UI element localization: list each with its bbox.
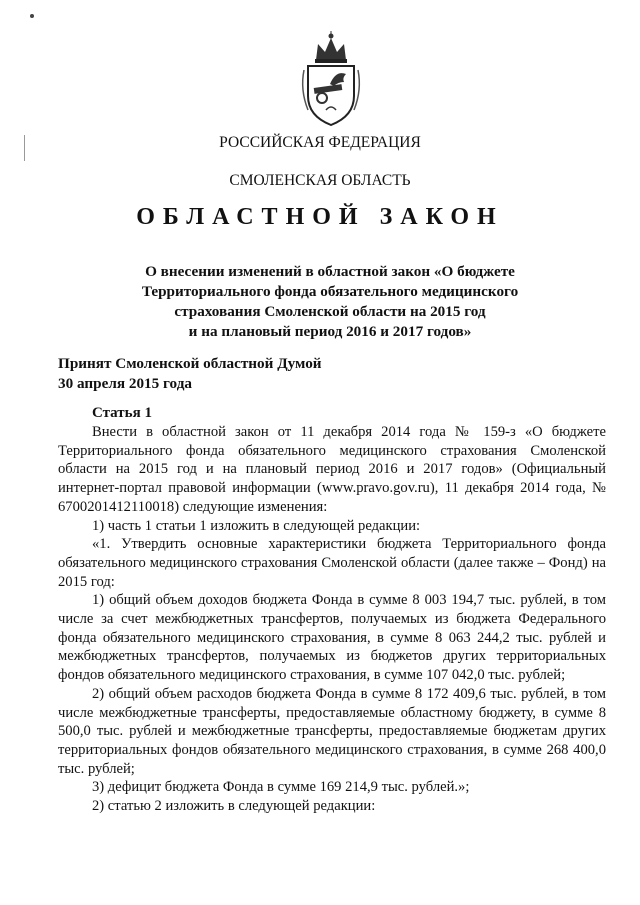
paragraph: «1. Утвердить основные характеристики бюджета Территориального фонда обязательного медицинского страхования Смоленской области (далее также – Фонд) на 2015 год:	[58, 536, 606, 590]
paragraph: 2) статью 2 изложить в следующей редакции:	[92, 798, 376, 815]
subject-line: страхования Смоленской области на 2015 год	[174, 303, 486, 320]
coat-of-arms-icon	[296, 30, 366, 130]
federation-heading: РОССИЙСКАЯ ФЕДЕРАЦИЯ	[219, 134, 421, 151]
paragraph: 2) общий объем расходов бюджета Фонда в сумме 8 172 409,6 тыс. рублей, в том числе межбюджетные трансферты, предоставляемые областному бюджету, в сумме 8 500,0 тыс. рублей и межбюджетные трансферты, предоставляемые бюджетам других территориальных фондов обязательного медицинского страхования, в сумме 268 400,0 тыс. рублей;	[58, 685, 606, 777]
adoption-date: 30 апреля 2015 года	[58, 375, 192, 392]
article-body	[58, 423, 606, 816]
paragraph: 1) общий объем доходов бюджета Фонда в сумме 8 003 194,7 тыс. рублей, в том числе за счет межбюджетных трансфертов, получаемых из бюджета Федерального фонда обязательного медицинского страхования, в сумме 8 063 244,2 тыс. рублей и межбюджетных трансфертов, получаемых из бюджетов других территориальных фондов обязательного медицинского страхования, в сумме 107 042,0 тыс. рублей;	[58, 592, 606, 684]
law-title: ОБЛАСТНОЙ ЗАКОН	[136, 204, 504, 230]
paragraph: 3) дефицит бюджета Фонда в сумме 169 214,9 тыс. рублей.»;	[92, 779, 470, 796]
region-heading: СМОЛЕНСКАЯ ОБЛАСТЬ	[229, 172, 411, 189]
article-heading: Статья 1	[92, 405, 152, 421]
subject-line: и на плановый период 2016 и 2017 годов»	[188, 323, 472, 340]
subject-line: О внесении изменений в областной закон «О бюджете	[145, 263, 515, 280]
adoption-body: Принят Смоленской областной Думой	[58, 355, 322, 372]
law-subject	[100, 262, 560, 342]
paragraph: 1) часть 1 статьи 1 изложить в следующей редакции:	[92, 517, 421, 534]
subject-line: Территориального фонда обязательного медицинского	[141, 283, 519, 300]
paragraph: Внести в областной закон от 11 декабря 2014 года № 159-з «О бюджете Территориального фонда обязательного медицинского страхования Смоленской области на 2015 год и на плановый период 2016 и 2017 годов» (Официальный интернет-портал правовой информации (www.pravo.gov.ru), 11 декабря 2014 года, № 6700201412110018) следующие изменения:	[58, 424, 606, 515]
scan-speck	[30, 14, 34, 18]
adoption-note	[58, 354, 322, 394]
